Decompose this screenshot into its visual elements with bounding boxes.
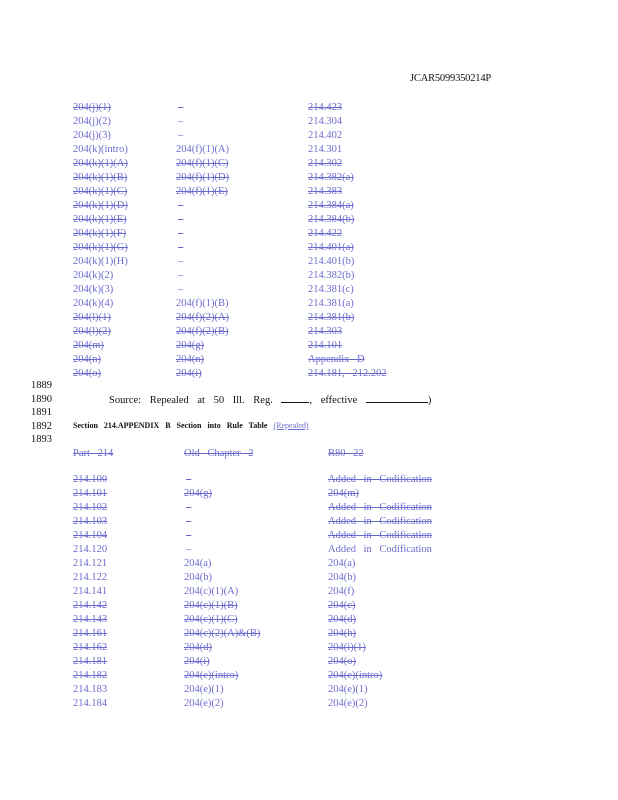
source-close: ) xyxy=(427,395,432,406)
table2-cell-2: 204(e)(intro) xyxy=(184,670,239,681)
table2-cell-1: 214.181 xyxy=(73,656,108,667)
table2-cell-1: 214.122 xyxy=(73,572,108,583)
table2-row xyxy=(73,655,493,669)
table2-cell-2: 204(e)(2) xyxy=(184,698,224,709)
table1-row xyxy=(73,171,493,185)
reg-blank xyxy=(281,393,309,403)
table2-cell-1: 214.101 xyxy=(73,488,108,499)
table2-cell-2: 204(c)(1)(C) xyxy=(184,614,238,625)
table1-row xyxy=(73,353,493,367)
table1-cell-3: 214.101 xyxy=(308,340,343,351)
table1-cell-1: 204(j)(1) xyxy=(73,102,111,113)
table2-cell-3: Added in Codification xyxy=(328,544,432,555)
table1-cell-1: 204(n) xyxy=(73,354,101,365)
table2-cell-2: 204(i) xyxy=(184,656,210,667)
table2-cell-2: – xyxy=(186,530,192,541)
table2-cell-2: 204(b) xyxy=(184,572,212,583)
table1-row xyxy=(73,311,493,325)
table1-cell-2: 204(f)(1)(B) xyxy=(176,298,229,309)
line-number: 1892 xyxy=(31,420,52,432)
table1-cell-3: 214.384(b) xyxy=(308,214,355,225)
table2-row xyxy=(73,501,493,515)
table2-cell-1: 214.143 xyxy=(73,614,108,625)
table1-cell-2: – xyxy=(178,256,184,267)
table1-cell-3: 214.402 xyxy=(308,130,343,141)
table1-cell-3: 214.303 xyxy=(308,326,343,337)
table1-row xyxy=(73,325,493,339)
line-numbers xyxy=(31,379,52,447)
table1-cell-1: 204(k)(1)(B) xyxy=(73,172,128,183)
table1-row xyxy=(73,255,493,269)
table2-cell-3: 204(e)(2) xyxy=(328,698,368,709)
table2-row xyxy=(73,613,493,627)
table1-row xyxy=(73,157,493,171)
table1-cell-2: 204(f)(1)(D) xyxy=(176,172,230,183)
table1-cell-1: 204(o) xyxy=(73,368,101,379)
header-part-214: Part 214 xyxy=(73,448,114,459)
table1-row xyxy=(73,129,493,143)
table1-row xyxy=(73,241,493,255)
rule-table-continued xyxy=(73,101,493,381)
table1-cell-1: 204(k)(intro) xyxy=(73,144,128,155)
table1-cell-2: – xyxy=(178,200,184,211)
appendix-column-headers xyxy=(73,448,493,462)
table2-row xyxy=(73,697,493,711)
table1-cell-3: 214.383 xyxy=(308,186,343,197)
table1-cell-1: 204(k)(3) xyxy=(73,284,114,295)
table2-cell-2: 204(a) xyxy=(184,558,212,569)
table2-cell-1: 214.103 xyxy=(73,516,108,527)
table2-cell-3: 204(c) xyxy=(328,600,356,611)
line-number: 1893 xyxy=(31,434,52,445)
table2-cell-2: – xyxy=(186,516,192,527)
header-r80: R80 22 xyxy=(328,448,364,459)
table1-cell-3: 214.382(a) xyxy=(308,172,354,183)
table1-cell-2: – xyxy=(178,102,184,113)
table2-row xyxy=(73,543,493,557)
table1-cell-1: 204(k)(1)(C) xyxy=(73,186,128,197)
table2-cell-3: 204(h) xyxy=(328,628,356,639)
table1-row xyxy=(73,185,493,199)
table1-cell-1: 204(k)(1)(A) xyxy=(73,158,128,169)
table2-cell-2: – xyxy=(186,502,192,513)
table2-cell-1: 214.120 xyxy=(73,544,108,555)
table2-cell-3: 204(m) xyxy=(328,488,359,499)
table2-row xyxy=(73,669,493,683)
table1-cell-2: – xyxy=(178,284,184,295)
table1-cell-1: 204(k)(1)(H) xyxy=(73,256,128,267)
appendix-b-table xyxy=(73,473,493,711)
table2-cell-3: 204(e)(intro) xyxy=(328,670,383,681)
table1-cell-1: 204(k)(1)(E) xyxy=(73,214,127,225)
table2-cell-3: 204(o) xyxy=(328,656,356,667)
table1-cell-1: 204(k)(4) xyxy=(73,298,114,309)
table2-cell-3: Added in Codification xyxy=(328,516,432,527)
line-number: 1890 xyxy=(31,393,52,405)
table2-cell-1: 214.104 xyxy=(73,530,108,541)
table1-row xyxy=(73,227,493,241)
table1-cell-1: 204(j)(2) xyxy=(73,116,111,127)
table1-row xyxy=(73,101,493,115)
table2-cell-3: Added in Codification xyxy=(328,502,432,513)
table1-cell-3: 214.423 xyxy=(308,102,343,113)
effective-label: effective xyxy=(320,395,358,406)
table1-cell-2: 204(f)(1)(C) xyxy=(176,158,229,169)
repealed-label: (Repealed) xyxy=(273,421,309,430)
table2-row xyxy=(73,557,493,571)
table2-cell-3: 204(i)(1) xyxy=(328,642,366,653)
table1-cell-1: 204(j)(3) xyxy=(73,130,111,141)
table1-cell-1: 204(m) xyxy=(73,340,104,351)
table1-cell-2: – xyxy=(178,130,184,141)
table2-cell-2: – xyxy=(186,544,192,555)
line-number: 1891 xyxy=(31,407,52,418)
table1-cell-3: 214.384(a) xyxy=(308,200,354,211)
section-title: Section 214.APPENDIX B Section into Rule Table xyxy=(73,421,268,430)
document-id: JCAR5099350214P xyxy=(410,73,492,84)
table2-cell-3: 204(a) xyxy=(328,558,356,569)
table2-cell-3: Added in Codification xyxy=(328,474,432,485)
table2-row xyxy=(73,585,493,599)
table1-cell-1: 204(l)(1) xyxy=(73,312,111,323)
table1-cell-2: – xyxy=(178,214,184,225)
table2-row xyxy=(73,515,493,529)
table2-row xyxy=(73,627,493,641)
table1-cell-1: 204(k)(2) xyxy=(73,270,114,281)
table2-cell-1: 214.162 xyxy=(73,642,108,653)
table2-cell-3: 204(b) xyxy=(328,572,356,583)
table1-cell-2: 204(i) xyxy=(176,368,202,379)
table1-cell-2: – xyxy=(178,270,184,281)
table1-cell-2: – xyxy=(178,242,184,253)
table2-row xyxy=(73,487,493,501)
header-old-chapter: Old Chapter 2 xyxy=(184,448,254,459)
table1-cell-2: – xyxy=(178,228,184,239)
table2-cell-1: 214.121 xyxy=(73,558,108,569)
table1-cell-3: 214.382(b) xyxy=(308,270,355,281)
table2-cell-1: 214.182 xyxy=(73,670,108,681)
table1-cell-1: 204(l)(2) xyxy=(73,326,111,337)
table2-cell-1: 214.102 xyxy=(73,502,108,513)
source-comma: , xyxy=(309,395,313,406)
table1-cell-2: 204(g) xyxy=(176,340,204,351)
table1-row xyxy=(73,115,493,129)
table1-cell-3: 214.302 xyxy=(308,158,343,169)
table1-cell-3: Appendix D xyxy=(308,354,365,365)
table1-row xyxy=(73,367,493,381)
table1-cell-3: 214.401(a) xyxy=(308,242,354,253)
table1-cell-3: 214.381(a) xyxy=(308,298,354,309)
table2-cell-1: 214.100 xyxy=(73,474,108,485)
table2-cell-2: 204(d) xyxy=(184,642,212,653)
table2-cell-2: 204(c)(1)(B) xyxy=(184,600,238,611)
table1-row xyxy=(73,143,493,157)
table2-cell-2: 204(c)(1)(A) xyxy=(184,586,239,597)
line-number: 1889 xyxy=(31,380,52,391)
table1-cell-2: 204(n) xyxy=(176,354,204,365)
effective-blank xyxy=(366,393,428,403)
table2-cell-2: 204(c)(2)(A)&(B) xyxy=(184,628,261,639)
table1-cell-3: 214.381(c) xyxy=(308,284,354,295)
table2-row xyxy=(73,599,493,613)
table1-cell-3: 214.304 xyxy=(308,116,343,127)
table1-cell-3: 214.422 xyxy=(308,228,343,239)
table1-cell-3: 214.301 xyxy=(308,144,343,155)
section-heading xyxy=(73,421,327,430)
table1-row xyxy=(73,339,493,353)
table2-cell-1: 214.184 xyxy=(73,698,108,709)
table2-cell-2: 204(e)(1) xyxy=(184,684,224,695)
table2-row xyxy=(73,529,493,543)
source-text: Source: Repealed at 50 Ill. Reg. xyxy=(109,395,273,406)
table1-row xyxy=(73,213,493,227)
table2-cell-1: 214.161 xyxy=(73,628,108,639)
table1-cell-1: 204(k)(1)(D) xyxy=(73,200,128,211)
table2-cell-3: 204(e)(1) xyxy=(328,684,368,695)
table1-cell-2: 204(f)(1)(A) xyxy=(176,144,230,155)
table2-cell-1: 214.141 xyxy=(73,586,108,597)
table2-cell-2: – xyxy=(186,474,192,485)
source-note xyxy=(109,393,431,406)
table1-cell-2: 204(f)(2)(A) xyxy=(176,312,230,323)
table1-cell-2: – xyxy=(178,116,184,127)
table1-cell-1: 204(k)(1)(G) xyxy=(73,242,128,253)
table1-cell-1: 204(k)(1)(F) xyxy=(73,228,127,239)
table1-cell-2: 204(f)(1)(E) xyxy=(176,186,228,197)
table2-cell-1: 214.142 xyxy=(73,600,108,611)
table2-cell-3: 204(d) xyxy=(328,614,356,625)
table1-row xyxy=(73,269,493,283)
table2-cell-2: 204(g) xyxy=(184,488,212,499)
table2-row xyxy=(73,473,493,487)
table2-row xyxy=(73,641,493,655)
table1-cell-3: 214.181, 212.202 xyxy=(308,368,387,379)
table2-row xyxy=(73,683,493,697)
table2-cell-3: Added in Codification xyxy=(328,530,432,541)
table1-cell-3: 214.401(b) xyxy=(308,256,355,267)
table2-cell-1: 214.183 xyxy=(73,684,108,695)
table1-row xyxy=(73,199,493,213)
table2-row xyxy=(73,571,493,585)
table1-row xyxy=(73,297,493,311)
table1-cell-3: 214.381(b) xyxy=(308,312,355,323)
table1-cell-2: 204(f)(2)(B) xyxy=(176,326,229,337)
table2-cell-3: 204(f) xyxy=(328,586,355,597)
table1-row xyxy=(73,283,493,297)
